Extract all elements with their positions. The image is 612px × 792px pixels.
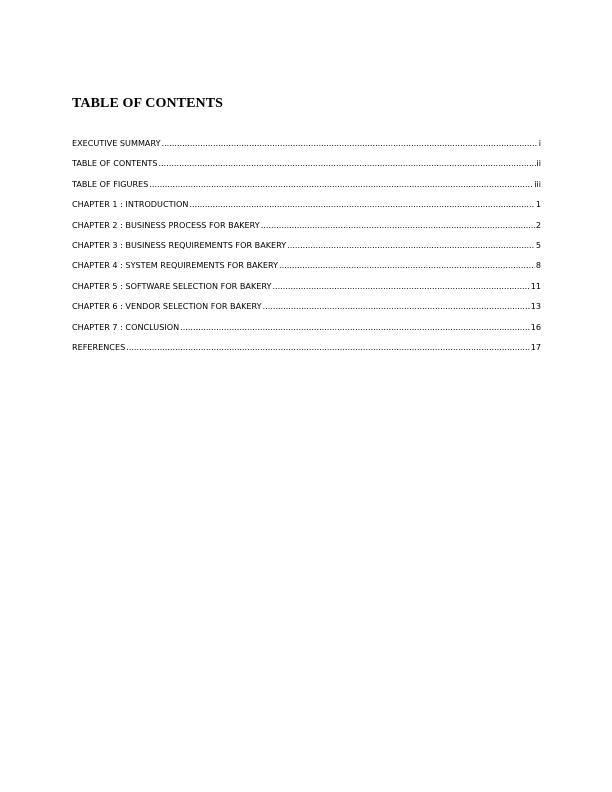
toc-entry-page-number: 1	[535, 199, 541, 210]
toc-dot-leader	[126, 342, 529, 352]
toc-entry-label: CHAPTER 1 : INTRODUCTION	[72, 199, 189, 210]
toc-entry-page-number: 17	[530, 341, 541, 352]
toc-entry-page-number: 5	[535, 239, 541, 250]
toc-entry-table-of-figures[interactable]	[72, 179, 541, 199]
toc-entry-page-number: i	[538, 138, 541, 148]
toc-dot-leader	[261, 220, 535, 230]
toc-dot-leader	[189, 199, 534, 209]
toc-entry-label: TABLE OF CONTENTS	[72, 158, 158, 169]
toc-entry-page-number: 13	[530, 301, 541, 312]
toc-entry-chapter-1[interactable]	[72, 199, 541, 219]
toc-entry-label: REFERENCES	[72, 341, 126, 352]
toc-entry-chapter-3[interactable]	[72, 240, 541, 260]
toc-entry-chapter-6[interactable]	[72, 301, 541, 321]
toc-entry-label: CHAPTER 3 : BUSINESS REQUIREMENTS FOR BAKERY	[72, 239, 287, 250]
toc-dot-leader	[272, 281, 529, 291]
toc-entry-label: TABLE OF FIGURES	[72, 178, 149, 189]
toc-entry-page-number: 16	[530, 321, 541, 332]
toc-entry-label: CHAPTER 4 : SYSTEM REQUIREMENTS FOR BAKERY	[72, 260, 279, 271]
toc-entry-chapter-4[interactable]	[72, 260, 541, 280]
table-of-contents	[72, 138, 541, 362]
toc-entry-references[interactable]	[72, 342, 541, 362]
toc-entry-chapter-5[interactable]	[72, 281, 541, 301]
toc-entry-chapter-7[interactable]	[72, 322, 541, 342]
toc-dot-leader	[149, 179, 533, 189]
toc-entry-chapter-2[interactable]	[72, 220, 541, 240]
toc-dot-leader	[180, 322, 530, 332]
toc-dot-leader	[287, 240, 535, 250]
toc-entry-label: CHAPTER 2 : BUSINESS PROCESS FOR BAKERY	[72, 219, 260, 230]
toc-entry-label: CHAPTER 6 : VENDOR SELECTION FOR BAKERY	[72, 301, 262, 312]
toc-entry-label: EXECUTIVE SUMMARY	[72, 138, 161, 148]
page-title: TABLE OF CONTENTS	[72, 96, 224, 111]
toc-entry-label: CHAPTER 7 : CONCLUSION	[72, 321, 180, 332]
toc-dot-leader	[279, 260, 535, 270]
toc-entry-page-number: 8	[535, 260, 541, 271]
toc-dot-leader	[263, 301, 530, 311]
toc-dot-leader	[158, 158, 535, 168]
toc-entry-table-of-contents[interactable]	[72, 158, 541, 178]
toc-entry-page-number: 11	[530, 280, 541, 291]
toc-entry-page-number: iii	[534, 178, 541, 189]
toc-dot-leader	[162, 138, 538, 148]
toc-entry-label: CHAPTER 5 : SOFTWARE SELECTION FOR BAKERY	[72, 280, 272, 291]
toc-entry-executive-summary[interactable]	[72, 138, 541, 158]
toc-entry-page-number: 2	[535, 219, 541, 230]
toc-entry-page-number: ii	[536, 158, 541, 169]
